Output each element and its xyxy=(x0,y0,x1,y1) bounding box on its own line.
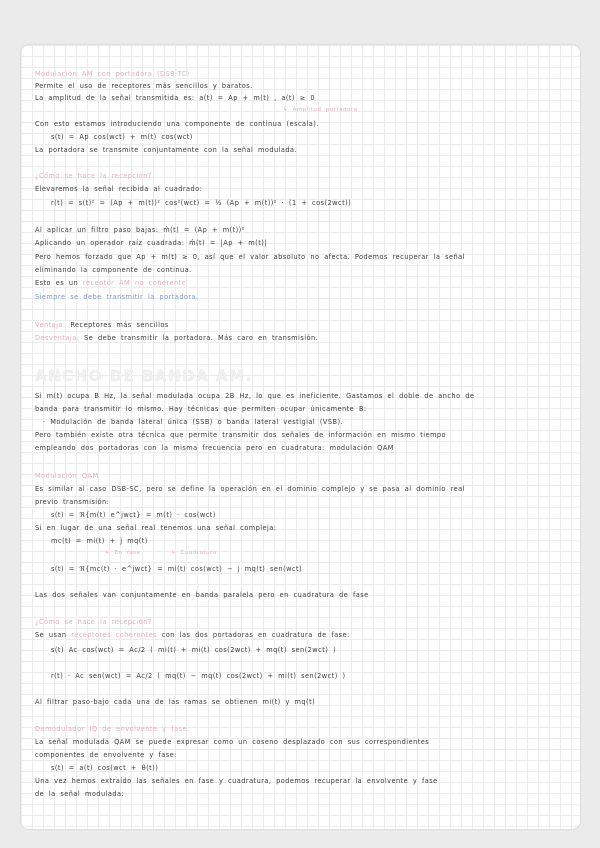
section-title-iq-demod: Demodulador IQ de envolvente y fase. xyxy=(35,725,190,733)
annotation-carrier-amplitude: ↳ Amplitud portadora xyxy=(283,107,358,113)
advantage-line xyxy=(35,321,169,329)
text-line: Una vez hemos extraído las señales en fase y cuadratura, podemos recuperar la envolvente y fase xyxy=(35,777,438,785)
section-title-am-carrier: Modulación AM con portadora (DSB-TC) xyxy=(35,70,190,78)
section-title-qam: Modulación QAM xyxy=(35,472,99,480)
equation: s(t) Ac cos(wct) = Ac/2 ( mi(t) + mi(t) cos(2wct) + mq(t) sen(2wct) ) xyxy=(51,646,337,654)
section-title-bandwidth: ANCHO DE BANDA AM. xyxy=(35,367,253,385)
highlight-term: receptores coherentes xyxy=(71,631,157,639)
text-line: de la señal modulada: xyxy=(35,790,125,798)
text-line: Con esto estamos introduciendo una componente de continua (escala). xyxy=(35,120,319,128)
text-line: empleando dos portadoras con la misma frecuencia pero en cuadratura: modulación QAM xyxy=(35,444,394,452)
text-line: banda para transmitir lo mismo. Hay técnicas que permiten ocupar únicamente B: xyxy=(35,405,367,413)
text-line-coherent xyxy=(35,631,350,639)
equation: s(t) = ℜ{mc(t) · e^jwct} = mi(t) cos(wct) − j mq(t) sen(wct) xyxy=(51,565,303,573)
text-fragment: con las dos portadoras en cuadratura de fase: xyxy=(161,631,350,639)
disadvantage-label: Desventaja: xyxy=(35,334,80,342)
disadvantage-text: Se debe transmitir la portadora. Más caro en transmisión. xyxy=(84,334,319,342)
equation: mc(t) = mi(t) + j mq(t) xyxy=(51,537,148,545)
text-line: Permite el uso de receptores más sencillos y baratos. xyxy=(35,82,253,90)
text-fragment: Se usan xyxy=(35,631,67,639)
advantage-text: Receptores más sencillos xyxy=(70,321,169,329)
text-line: Pero hemos forzado que Ap + m(t) ≥ 0, así que el valor absoluto no afecta. Podemos recuperar la señal xyxy=(35,253,465,261)
text-line: Aplicando un operador raíz cuadrada: m̂(t) = |Ap + m(t)| xyxy=(35,239,267,247)
equation: s(t) = Ap cos(wct) + m(t) cos(wct) xyxy=(51,133,193,141)
advantage-label: Ventaja: xyxy=(35,321,66,329)
text-line: La señal modulada QAM se puede expresar como un coseno desplazado con sus correspondientes xyxy=(35,738,430,746)
text-line: La portadora se transmite conjuntamente con la señal modulada. xyxy=(35,146,298,154)
text-line: Al aplicar un filtro paso bajas: m̂(t) = (Ap + m(t))² xyxy=(35,226,245,234)
text-line: Si m(t) ocupa B Hz, la señal modulada ocupa 2B Hz, lo que es ineficiente. Gastamos el doble de ancho de xyxy=(35,392,475,400)
text-line: Si en lugar de una señal real tenemos una señal compleja: xyxy=(35,524,277,532)
text-line: previo transmisión: xyxy=(35,498,110,506)
text-line: Es similar al caso DSB-SC, pero se define la operación en el dominio complejo y se pasa al dominio real xyxy=(35,485,465,493)
text-line: Al filtrar paso-bajo cada una de las ramas se obtienen mi(t) y mq(t) xyxy=(35,698,316,706)
text-line: Elevaremos la señal recibida al cuadrado: xyxy=(35,185,203,193)
text-line: componentes de envolvente y fase: xyxy=(35,751,177,759)
text-line: Pero también existe otra técnica que permite transmitir dos señales de información en mismo tiempo xyxy=(35,431,447,439)
text-line: eliminando la componente de continua. xyxy=(35,266,192,274)
notebook-page xyxy=(20,44,581,830)
disadvantage-line xyxy=(35,334,318,342)
question-reception-qam: ¿Cómo se hace la recepción? xyxy=(35,618,152,626)
text-line-receptor xyxy=(35,279,186,287)
equation: r(t) · Ac sen(wct) = Ac/2 ( mq(t) − mq(t) cos(2wct) + mi(t) sen(2wct) ) xyxy=(51,672,346,680)
question-reception: ¿Cómo se hace la recepción? xyxy=(35,172,152,180)
bullet-item: · Modulación de banda lateral única (SSB) o banda lateral vestigial (VSB). xyxy=(43,418,344,426)
equation: s(t) = a(t) cos(wct + θ(t)) xyxy=(51,764,159,772)
text-fragment: Esto es un xyxy=(35,279,79,287)
equation: r(t) = s(t)² = (Ap + m(t))² cos²(wct) = ½ (Ap + m(t))² · (1 + cos(2wct)) xyxy=(51,199,352,207)
highlight-term: receptor AM no coherente xyxy=(82,279,187,287)
text-line-emphasis: Siempre se debe transmitir la portadora. xyxy=(35,293,199,301)
text-line: Las dos señales van conjuntamente en banda paralela pero en cuadratura de fase xyxy=(35,591,369,599)
text-line: La amplitud de la señal transmitida es: a(t) = Ap + m(t) , a(t) ≥ 0 xyxy=(35,94,316,102)
equation: s(t) = ℜ{m(t) e^jwct} = m(t) · cos(wct) xyxy=(51,511,216,519)
annotation-in-phase: ↳ En fase xyxy=(105,550,141,556)
annotation-quadrature: ↳ Cuadratura xyxy=(171,550,217,556)
